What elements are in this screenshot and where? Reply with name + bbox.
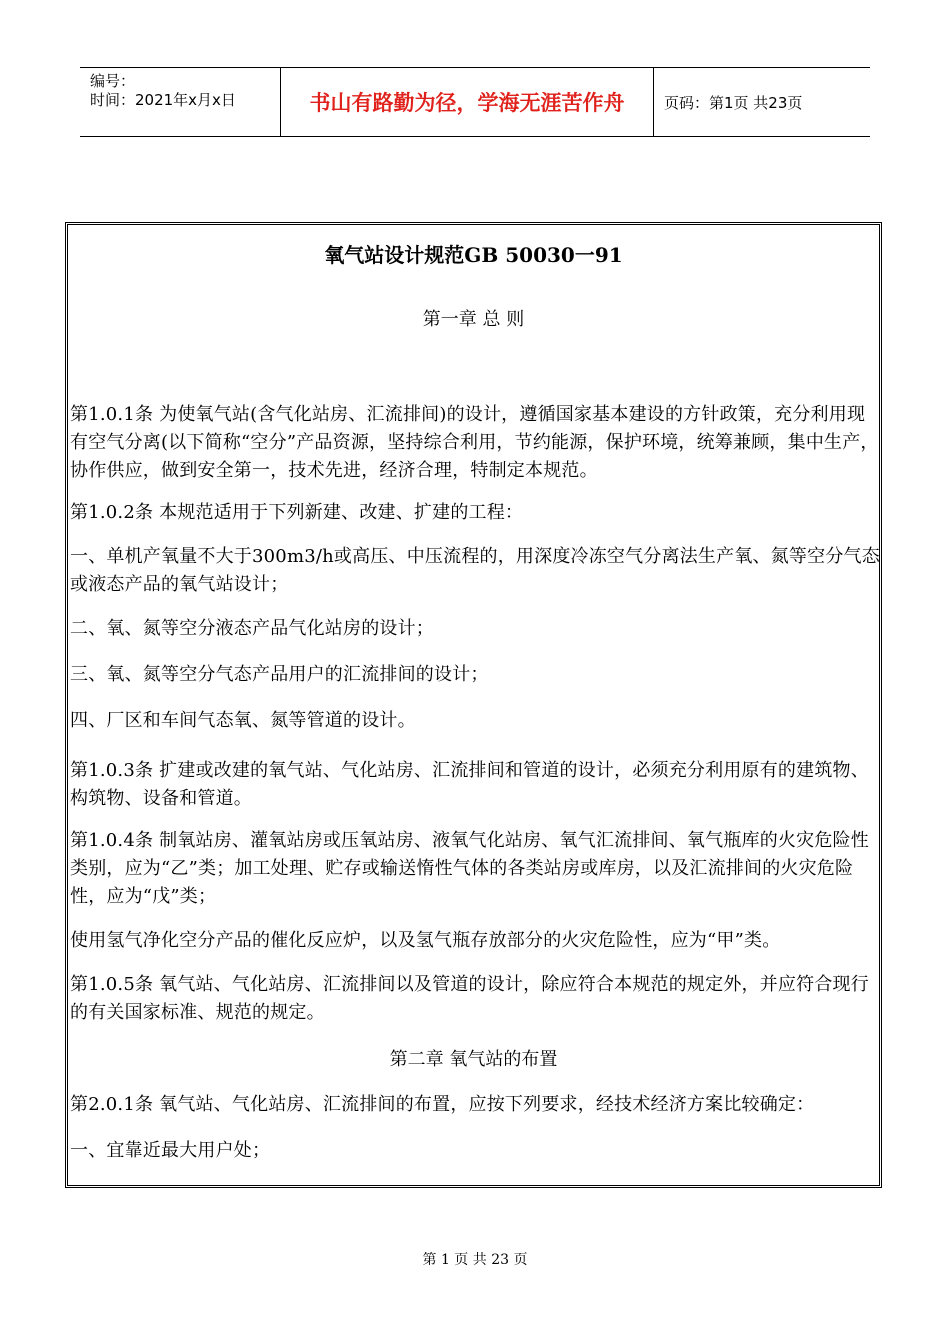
page-label: 页码：第1页 共23页	[664, 93, 803, 112]
page-info	[654, 68, 870, 136]
motto: 书山有路勤为径，学海无涯苦作舟	[280, 68, 654, 136]
paragraph: 四、厂区和车间气态氧、氮等管道的设计。	[70, 710, 416, 731]
chapter-heading-2: 第二章 氧气站的布置	[389, 1049, 558, 1070]
paragraph: 二、氧、氮等空分液态产品气化站房的设计；	[70, 618, 434, 639]
header-table	[80, 67, 870, 137]
content-frame	[65, 222, 882, 1188]
paragraph: 一、宜靠近最大用户处；	[70, 1140, 271, 1161]
header-info	[80, 68, 280, 136]
time-label: 时间：2021年x月x日	[90, 91, 236, 109]
page-footer: 第 1 页 共 23 页	[422, 1252, 528, 1268]
paragraph: 第1.0.1条 为使氧气站(含气化站房、汇流排间)的设计，遵循国家基本建设的方针政策，充分利用现有空气分离(以下简称“空分”产品资源，坚持综合利用，节约能源，保护环境，统筹兼顾，集中生产，协作供应，做到安全第一，技术先进，经济合理，特制定本规范。	[70, 404, 879, 481]
chapter-heading-1: 第一章 总 则	[422, 309, 525, 330]
paragraph: 第1.0.2条 本规范适用于下列新建、改建、扩建的工程：	[70, 502, 524, 523]
paragraph: 第2.0.1条 氧气站、气化站房、汇流排间的布置，应按下列要求，经技术经济方案比较确定：	[70, 1094, 815, 1115]
paragraph: 三、氧、氮等空分气态产品用户的汇流排间的设计；	[70, 664, 489, 685]
document-title: 氧气站设计规范GB 50030一91	[324, 243, 623, 267]
paragraph: 一、单机产氧量不大于300m3/h或高压、中压流程的，用深度冷冻空气分离法生产氧、氮等空分气态或液态产品的氧气站设计；	[70, 546, 880, 595]
paragraph: 第1.0.5条 氧气站、气化站房、汇流排间以及管道的设计，除应符合本规范的规定外，并应符合现行的有关国家标准、规范的规定。	[70, 974, 869, 1023]
paragraph: 第1.0.4条 制氧站房、灌氧站房或压氧站房、液氧气化站房、氧气汇流排间、氧气瓶库的火灾危险性类别，应为“乙”类；加工处理、贮存或输送惰性气体的各类站房或库房，以及汇流排间的火灾危险性，应为“戊”类；	[70, 830, 869, 907]
number-label: 编号：	[90, 72, 136, 90]
paragraph: 使用氢气净化空分产品的催化反应炉，以及氢气瓶存放部分的火灾危险性，应为“甲”类。	[70, 930, 781, 951]
paragraph: 第1.0.3条 扩建或改建的氧气站、气化站房、汇流排间和管道的设计，必须充分利用原有的建筑物、构筑物、设备和管道。	[70, 760, 869, 809]
